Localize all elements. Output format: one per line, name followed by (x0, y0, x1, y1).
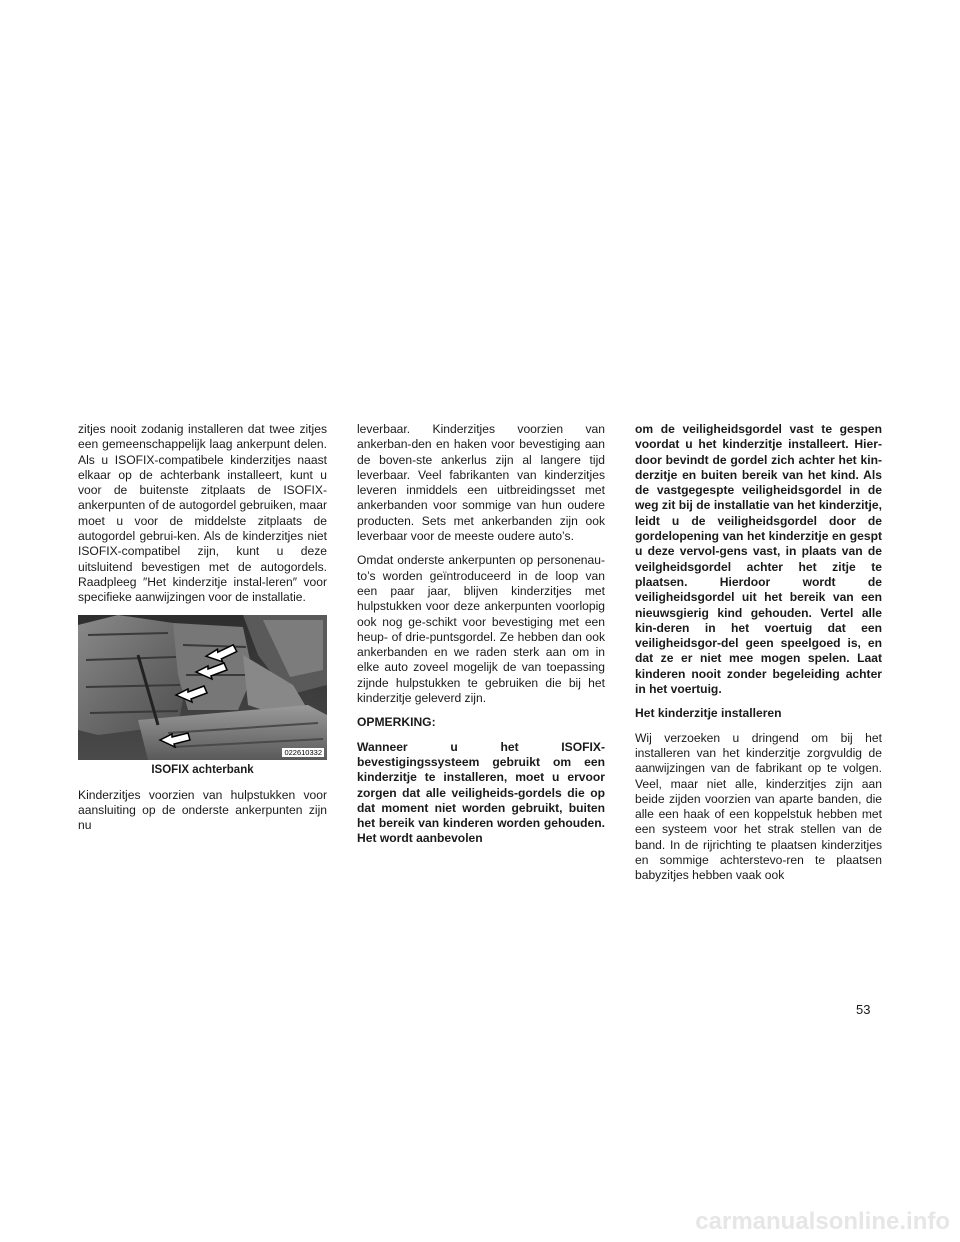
section-heading: Het kinderzitje installeren (635, 706, 782, 721)
isofix-rear-seat-figure (78, 615, 327, 760)
watermark-text: carmanualsonline.info (695, 1208, 950, 1235)
column-left (78, 422, 327, 843)
paragraph-lower-anchors: Kinderzitjes voorzien van hulpstukken voor aansluiting op de onderste ankerpunten zijn nu (78, 787, 327, 833)
column-right (635, 422, 882, 893)
note-text-continued: om de veiligheidsgordel vast te gespen voordat u het kinderzitje installeert. Hier-door bevindt de gordel zich achter het kin-derzitje en buiten bereik van het kind. Als de vastgegespte veiligheidsgordel in de weg zit bij de installatie van het kinderzitje, leidt u de veiligheidsgordel door de gordelopening van het kinderzitje en gespt u deze vervol-gens vast, in plaats van de veilgheidsgordel achter het zitje te plaatsen. Hierdoor wordt de veiligheidsgordel uit het bereik van een nieuwsgierig kind gehouden. Vertel alle kin-deren in het voertuig dat een veiligheidsgor-del geen speelgoed is, en dat ze er niet mee mogen spelen. Laat kinderen nooit zonder begeleiding achter in het voertuig. (635, 422, 882, 697)
note-text: Wanneer u het ISOFIX-bevestigingssysteem gebruikt om een kinderzitje te installeren, moet u ervoor zorgen dat alle veiligheids-gordels die op dat moment niet worden gebruikt, buiten het bereik van kinderen worden gehouden. Het wordt aanbevolen (357, 739, 605, 846)
figure-caption: ISOFIX achterbank (151, 763, 254, 776)
seat-illustration (78, 615, 327, 760)
paragraph-isofix-placement: zitjes nooit zodanig installeren dat twee zitjes een gemeenschappelijk laag ankerpunt delen. Als u ISOFIX-compatibele kinderzitjes naast elkaar op de achterbank installeert, kunt u voor de buitenste zitplaats de ISOFIX-ankerpunten of de autogordel gebruiken, maar moet u voor de middelste zitplaats de autogordel gebrui-ken. Als de kinderzitjes niet ISOFIX-compatibel zijn, kunt u deze uitsluitend bevestigen met de autogordels. Raadpleeg ″Het kinderzitje instal-leren″ voor specifieke aanwijzingen voor de installatie. (78, 422, 327, 605)
page-number: 53 (856, 1002, 871, 1017)
paragraph-install-instructions: Wij verzoeken u dringend om bij het installeren van het kinderzitje zorgvuldig de aanwijzingen van de fabrikant op te volgen. Veel, maar niet alle, kinderzitjes zijn aan beide zijden voorzien van aparte banden, die alle een haak of een koppelstuk hebben met een systeem voor het strak stellen van de band. In de rijrichting te plaatsen kinderzitjes en sommige achterstevo-ren te plaatsen babyzitjes hebben vaak ook (635, 730, 882, 883)
note-heading: OPMERKING: (357, 715, 436, 730)
paragraph-tether-straps: leverbaar. Kinderzitjes voorzien van ankerban-den en haken voor bevestiging aan de boven-ste ankerlus zijn al langere tijd leverbaar. Veel fabrikanten van kinderzitjes leveren inmiddels een uitbreidingsset met ankerbanden voor sommige van hun oudere producten. Sets met ankerbanden zijn ook leverbaar voor de meeste oudere auto’s. (357, 422, 605, 544)
paragraph-lower-anchor-intro: Omdat onderste ankerpunten op personenau-to’s worden geïntroduceerd in de loop van een paar jaar, blijven kinderzitjes met hulpstukken voor deze ankerpunten voorlopig ook nog ge-schikt voor bevestiging met een heup- of drie-puntsgordel. Ze hebben dan ook ankerbanden en we raden sterk aan om in elke auto zoveel mogelijk de van toepassing zijnde hulpstukken te gebruiken die bij het kinderzitje geleverd zijn. (357, 553, 605, 706)
column-middle (357, 422, 605, 856)
figure-code: 022610332 (284, 747, 322, 757)
